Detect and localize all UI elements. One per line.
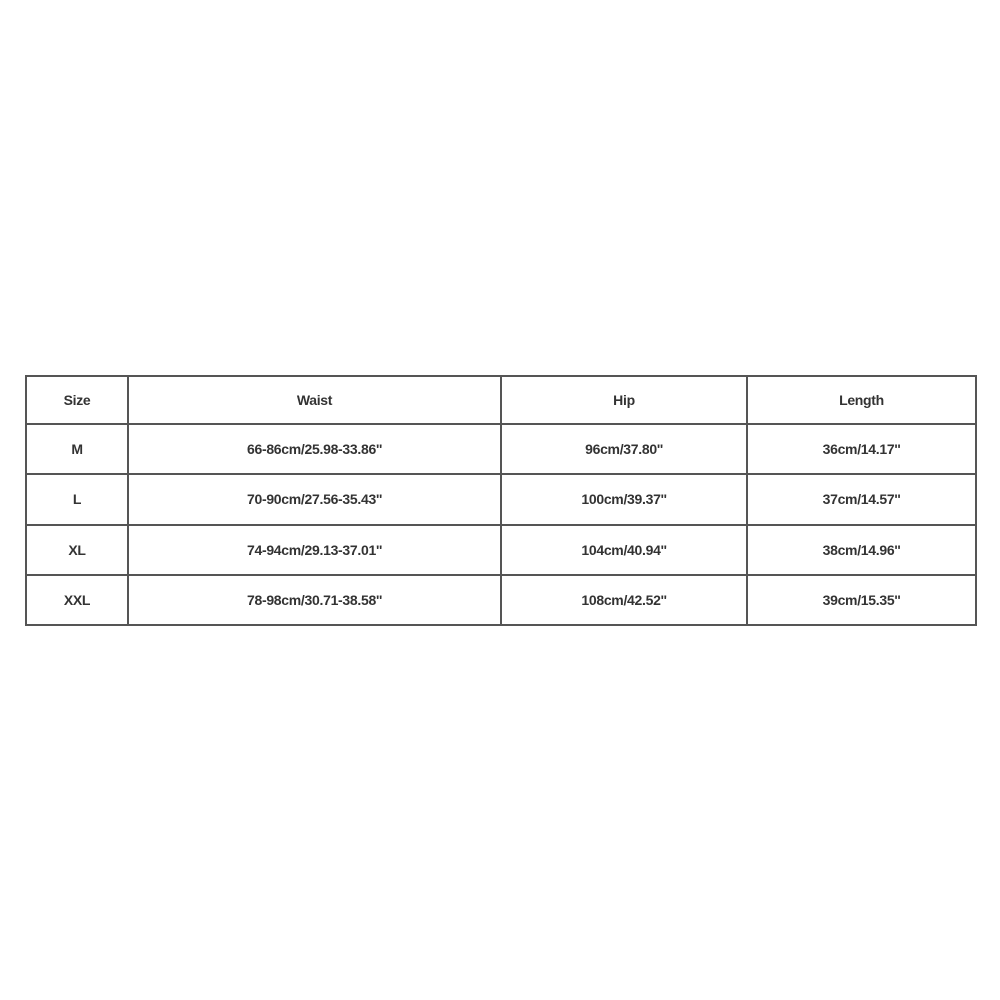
cell-size: M	[26, 424, 128, 474]
header-waist: Waist	[128, 376, 501, 424]
table-header-row	[26, 376, 976, 424]
cell-length: 37cm/14.57''	[747, 474, 976, 524]
cell-hip: 108cm/42.52''	[501, 575, 747, 625]
table-row	[26, 424, 976, 474]
table-row	[26, 474, 976, 524]
cell-hip: 96cm/37.80''	[501, 424, 747, 474]
cell-hip: 100cm/39.37''	[501, 474, 747, 524]
header-hip: Hip	[501, 376, 747, 424]
cell-waist: 74-94cm/29.13-37.01''	[128, 525, 501, 575]
table-row	[26, 525, 976, 575]
cell-waist: 66-86cm/25.98-33.86''	[128, 424, 501, 474]
cell-waist: 78-98cm/30.71-38.58''	[128, 575, 501, 625]
table-row	[26, 575, 976, 625]
cell-length: 39cm/15.35''	[747, 575, 976, 625]
cell-length: 38cm/14.96''	[747, 525, 976, 575]
cell-hip: 104cm/40.94''	[501, 525, 747, 575]
header-length: Length	[747, 376, 976, 424]
cell-size: L	[26, 474, 128, 524]
cell-size: XXL	[26, 575, 128, 625]
size-chart-table	[25, 375, 977, 626]
cell-waist: 70-90cm/27.56-35.43''	[128, 474, 501, 524]
header-size: Size	[26, 376, 128, 424]
cell-size: XL	[26, 525, 128, 575]
cell-length: 36cm/14.17''	[747, 424, 976, 474]
